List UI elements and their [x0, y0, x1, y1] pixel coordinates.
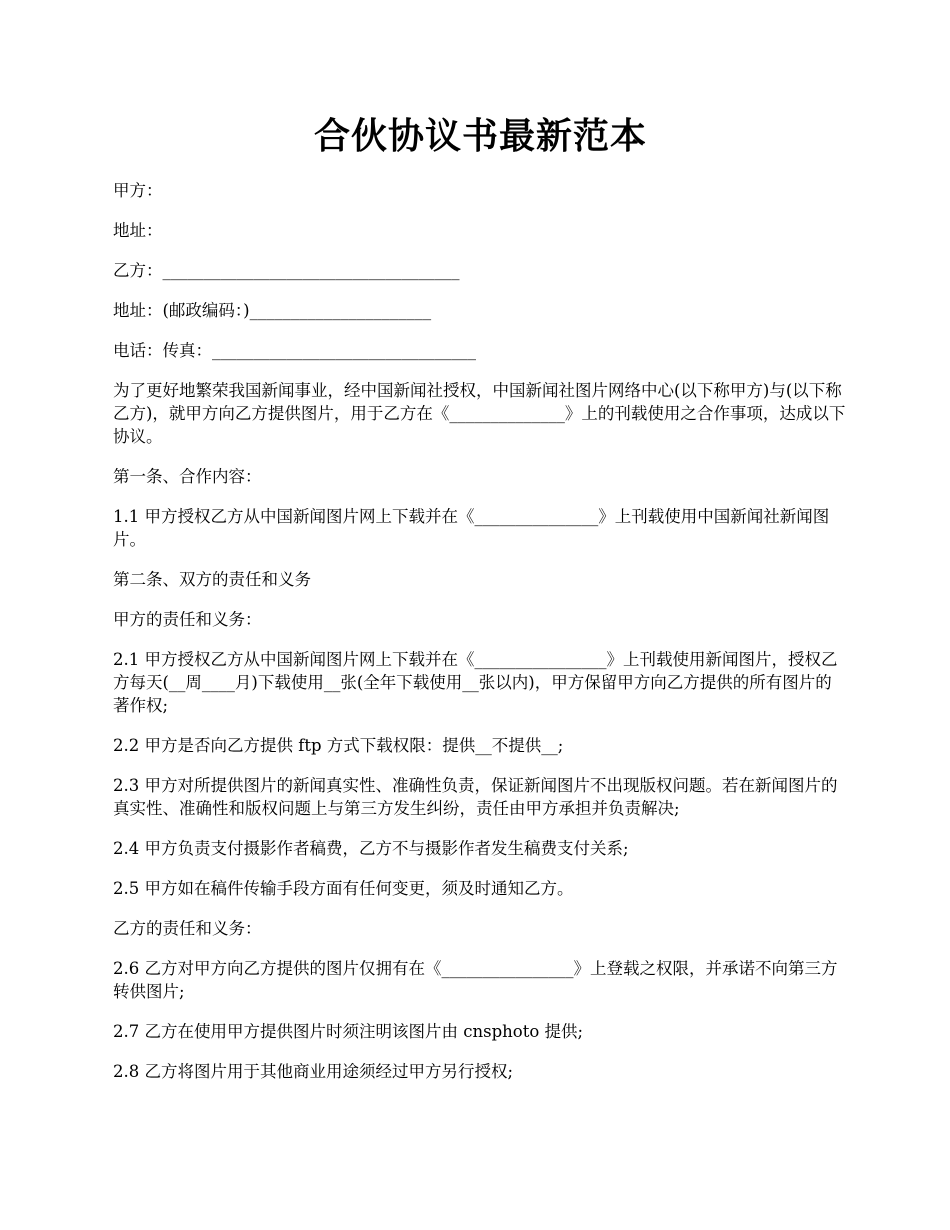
party-b-duties-heading: 乙方的责任和义务： [113, 919, 262, 938]
article-2-heading: 第二条、双方的责任和义务 [113, 570, 311, 589]
clause-2-1: 2.1 甲方授权乙方从中国新闻图片网上下载并在《________________》上刊载使用新闻图片，授权乙方每天(__周____月)下载使用__张(全年下载使用__张以内)，甲方保留甲方向乙方提供的所有图片的著作权; [113, 650, 838, 715]
party-a-address-line: 地址： [113, 221, 163, 240]
document-body [113, 179, 848, 1100]
party-a-line: 甲方： [113, 181, 163, 200]
clause-2-5: 2.5 甲方如在稿件传输手段方面有任何变更，须及时通知乙方。 [113, 879, 574, 898]
document-title: 合伙协议书最新范本 [313, 115, 647, 157]
clause-1-1: 1.1 甲方授权乙方从中国新闻图片网上下载并在《_______________》上刊载使用中国新闻社新闻图片。 [113, 507, 830, 549]
clause-2-8: 2.8 乙方将图片用于其他商业用途须经过甲方另行授权; [113, 1062, 514, 1081]
phone-fax-line: 电话：传真：________________________________ [113, 341, 476, 360]
preamble-paragraph: 为了更好地繁荣我国新闻事业，经中国新闻社授权，中国新闻社图片网络中心(以下称甲方)与(以下称乙方)，就甲方向乙方提供图片，用于乙方在《______________》上的刊载使用之合作事项，达成以下协议。 [113, 381, 846, 446]
clause-2-4: 2.4 甲方负责支付摄影作者稿费，乙方不与摄影作者发生稿费支付关系; [113, 839, 629, 858]
party-a-duties-heading: 甲方的责任和义务： [113, 610, 262, 629]
party-b-line: 乙方：____________________________________ [113, 261, 460, 280]
clause-2-3: 2.3 甲方对所提供图片的新闻真实性、准确性负责，保证新闻图片不出现版权问题。若在新闻图片的真实性、准确性和版权问题上与第三方发生纠纷，责任由甲方承担并负责解决; [113, 776, 838, 818]
clause-2-7: 2.7 乙方在使用甲方提供图片时须注明该图片由 cnsphoto 提供; [113, 1022, 584, 1041]
article-1-heading: 第一条、合作内容： [113, 467, 262, 486]
clause-2-6: 2.6 乙方对甲方向乙方提供的图片仅拥有在《________________》上登载之权限，并承诺不向第三方转供图片; [113, 959, 838, 1001]
party-b-address-line: 地址：(邮政编码：)______________________ [113, 301, 432, 320]
clause-2-2: 2.2 甲方是否向乙方提供 ftp 方式下载权限：提供__不提供__; [113, 736, 564, 755]
